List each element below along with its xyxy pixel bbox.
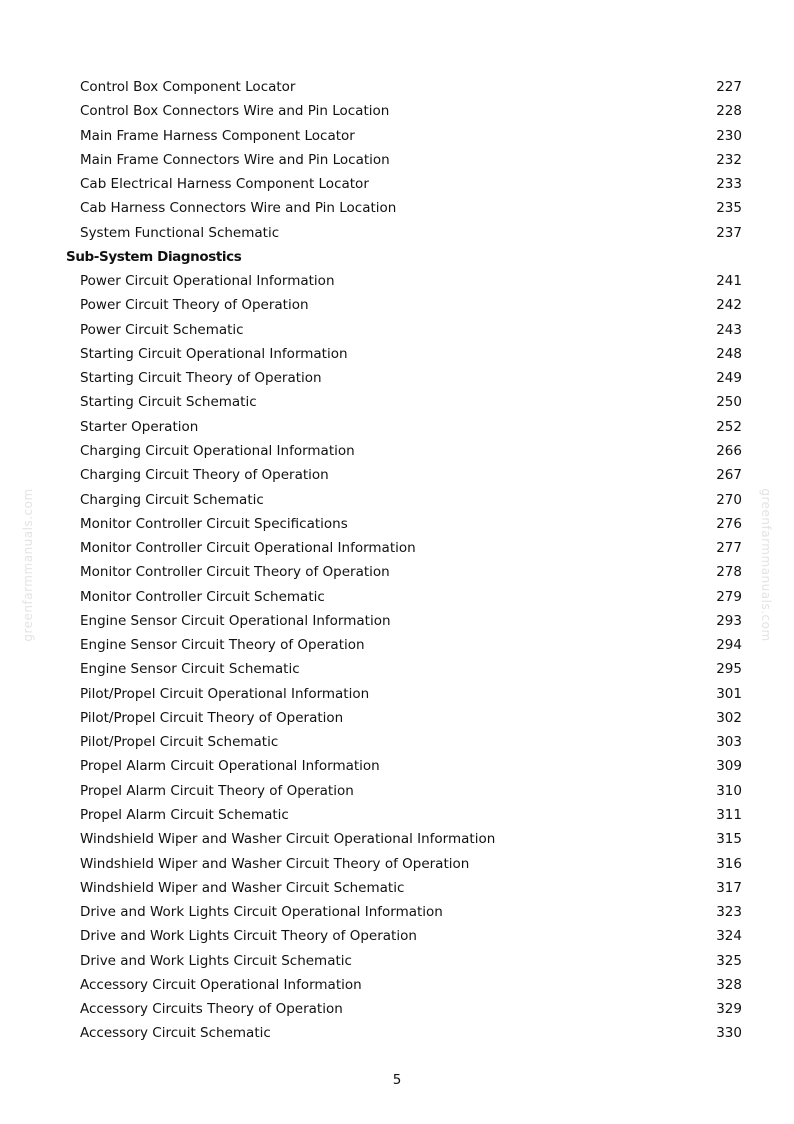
toc-entry-title: Engine Sensor Circuit Theory of Operation: [80, 637, 365, 654]
toc-entry-page: 294: [716, 637, 742, 654]
toc-entry[interactable]: [0, 779, 794, 803]
toc-entry[interactable]: [0, 560, 794, 584]
toc-entry-title: Accessory Circuits Theory of Operation: [80, 1001, 343, 1018]
toc-entry[interactable]: [0, 997, 794, 1021]
toc-entry-title: Monitor Controller Circuit Specifications: [80, 515, 348, 532]
toc-entry-page: 266: [716, 442, 742, 459]
toc-entry-title: Propel Alarm Circuit Schematic: [80, 806, 289, 823]
toc-entry-title: Pilot/Propel Circuit Schematic: [80, 734, 279, 751]
toc-group-before: [0, 75, 794, 245]
toc-entry-title: Pilot/Propel Circuit Theory of Operation: [80, 709, 344, 726]
toc-entry-page: 303: [716, 734, 742, 751]
toc-entry[interactable]: [0, 488, 794, 512]
toc-entry[interactable]: [0, 293, 794, 317]
toc-entry[interactable]: [0, 633, 794, 657]
toc-entry[interactable]: [0, 827, 794, 851]
toc-entry-title: Cab Electrical Harness Component Locator: [80, 176, 369, 193]
toc-entry-title: Drive and Work Lights Circuit Theory of Operation: [80, 928, 417, 945]
toc-entry-page: 311: [716, 806, 742, 823]
toc-entry[interactable]: [0, 463, 794, 487]
toc-entry-title: Monitor Controller Circuit Theory of Operation: [80, 564, 390, 581]
toc-entry-title: Power Circuit Theory of Operation: [80, 297, 309, 314]
toc-entry-title: Accessory Circuit Schematic: [80, 1025, 271, 1042]
toc-entry[interactable]: [0, 536, 794, 560]
section-heading: [0, 245, 794, 269]
toc-entry-page: 295: [716, 661, 742, 678]
toc-entry[interactable]: [0, 269, 794, 293]
toc-entry-title: Pilot/Propel Circuit Operational Information: [80, 685, 370, 702]
watermark-left: greenfarmmanuals.com: [21, 488, 35, 642]
toc-entry-page: 278: [716, 564, 742, 581]
toc-entry-page: 242: [716, 297, 742, 314]
toc-entry-page: 252: [716, 418, 742, 435]
toc-entry-title: Cab Harness Connectors Wire and Pin Location: [80, 200, 397, 217]
toc-entry-title: Starting Circuit Operational Information: [80, 345, 348, 362]
toc-entry[interactable]: [0, 682, 794, 706]
toc-entry-title: Main Frame Harness Component Locator: [80, 127, 355, 144]
toc-entry[interactable]: [0, 172, 794, 196]
toc-entry-page: 310: [716, 782, 742, 799]
watermark-right: greenfarmmanuals.com: [759, 488, 773, 642]
toc-entry-page: 309: [716, 758, 742, 775]
toc-entry-page: 227: [716, 79, 742, 95]
toc-entry-page: 293: [716, 612, 742, 629]
toc-entry[interactable]: [0, 221, 794, 245]
toc-entry-title: Propel Alarm Circuit Theory of Operation: [80, 782, 354, 799]
toc-entry-page: 301: [716, 685, 742, 702]
toc-entry-page: 317: [716, 879, 742, 896]
toc-entry[interactable]: [0, 730, 794, 754]
toc-entry[interactable]: [0, 318, 794, 342]
toc-entry-title: Drive and Work Lights Circuit Schematic: [80, 952, 352, 969]
toc-entry-title: Starting Circuit Schematic: [80, 394, 257, 411]
toc-entry-page: 316: [716, 855, 742, 872]
toc-entry-page: 270: [716, 491, 742, 508]
toc-entry[interactable]: [0, 366, 794, 390]
toc-entry[interactable]: [0, 973, 794, 997]
toc-entry[interactable]: [0, 512, 794, 536]
toc-entry-page: 302: [716, 709, 742, 726]
toc-entry-title: Drive and Work Lights Circuit Operational Information: [80, 904, 443, 921]
toc-entry[interactable]: [0, 803, 794, 827]
toc-entry-page: 267: [716, 467, 742, 484]
toc-entry[interactable]: [0, 390, 794, 414]
toc-entry[interactable]: [0, 706, 794, 730]
toc-entry-page: 324: [716, 928, 742, 945]
toc-entry-page: 233: [716, 176, 742, 193]
toc-entry[interactable]: [0, 876, 794, 900]
toc-entry[interactable]: [0, 949, 794, 973]
toc-entry-title: Monitor Controller Circuit Schematic: [80, 588, 325, 605]
toc-entry-title: Charging Circuit Schematic: [80, 491, 264, 508]
toc-entry-title: Main Frame Connectors Wire and Pin Location: [80, 151, 390, 168]
toc-entry-title: Starting Circuit Theory of Operation: [80, 370, 322, 387]
toc-entry-title: Propel Alarm Circuit Operational Information: [80, 758, 380, 775]
toc-entry-page: 249: [716, 370, 742, 387]
toc-entry[interactable]: [0, 1021, 794, 1045]
toc-entry-page: 277: [716, 540, 742, 557]
toc-entry-page: 328: [716, 976, 742, 993]
toc-entry-title: Charging Circuit Theory of Operation: [80, 467, 329, 484]
toc-entry[interactable]: [0, 585, 794, 609]
toc-entry[interactable]: [0, 439, 794, 463]
toc-entry-title: Engine Sensor Circuit Operational Information: [80, 612, 391, 629]
toc-entry[interactable]: [0, 754, 794, 778]
toc-entry-page: 325: [716, 952, 742, 969]
toc-entry-page: 237: [716, 224, 742, 241]
toc-entry-page: 250: [716, 394, 742, 411]
toc-entry-page: 330: [716, 1025, 742, 1042]
toc-entry-title: Control Box Connectors Wire and Pin Location: [80, 103, 390, 120]
toc-entry-page: 232: [716, 151, 742, 168]
toc-entry-page: 228: [716, 103, 742, 120]
page-number: 5: [392, 1072, 402, 1088]
toc-entry[interactable]: [0, 99, 794, 123]
toc-entry[interactable]: [0, 924, 794, 948]
toc-entry[interactable]: [0, 75, 794, 99]
toc-entry-title: Starter Operation: [80, 418, 199, 435]
toc-entry-title: System Functional Schematic: [80, 224, 280, 241]
toc-entry-page: 235: [716, 200, 742, 217]
toc-entry[interactable]: [0, 124, 794, 148]
toc-entry[interactable]: [0, 900, 794, 924]
toc-entry-page: 315: [716, 831, 742, 848]
toc-entry[interactable]: [0, 415, 794, 439]
toc-group-after: [0, 269, 794, 1046]
toc-entry[interactable]: [0, 657, 794, 681]
toc-entry-page: 241: [716, 273, 742, 290]
toc-entry-title: Monitor Controller Circuit Operational Information: [80, 540, 416, 557]
toc-entry[interactable]: [0, 852, 794, 876]
toc-entry-title: Power Circuit Operational Information: [80, 273, 335, 290]
toc-entry-title: Engine Sensor Circuit Schematic: [80, 661, 300, 678]
table-of-contents: [0, 75, 794, 1046]
toc-entry-title: Windshield Wiper and Washer Circuit Operational Information: [80, 831, 496, 848]
toc-entry-page: 279: [716, 588, 742, 605]
toc-entry-page: 230: [716, 127, 742, 144]
toc-entry-page: 329: [716, 1001, 742, 1018]
section-heading-title: Sub-System Diagnostics: [66, 248, 242, 265]
toc-entry[interactable]: [0, 148, 794, 172]
toc-entry-title: Windshield Wiper and Washer Circuit Theory of Operation: [80, 855, 470, 872]
toc-entry-title: Accessory Circuit Operational Information: [80, 976, 362, 993]
toc-entry[interactable]: [0, 609, 794, 633]
toc-entry-title: Power Circuit Schematic: [80, 321, 244, 338]
toc-entry-title: Control Box Component Locator: [80, 79, 296, 95]
toc-entry-page: 323: [716, 904, 742, 921]
toc-entry-page: 276: [716, 515, 742, 532]
toc-entry[interactable]: [0, 196, 794, 220]
toc-entry-page: 243: [716, 321, 742, 338]
toc-entry[interactable]: [0, 342, 794, 366]
toc-entry-title: Windshield Wiper and Washer Circuit Schematic: [80, 879, 405, 896]
toc-entry-page: 248: [716, 345, 742, 362]
toc-entry-title: Charging Circuit Operational Information: [80, 442, 355, 459]
